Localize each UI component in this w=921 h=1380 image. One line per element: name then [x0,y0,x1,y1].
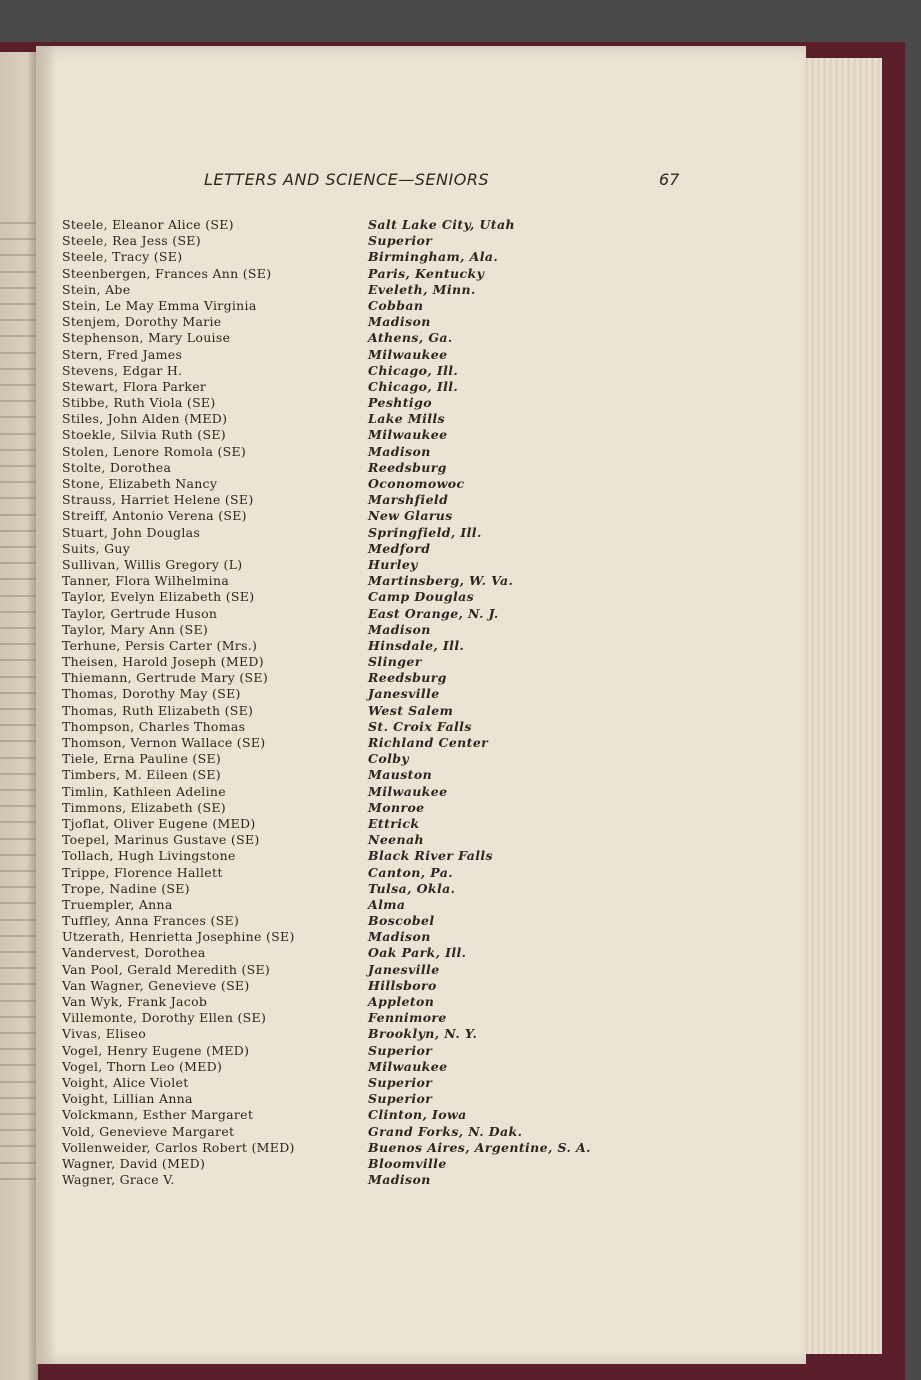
show-through-line [0,643,38,645]
student-name: Stibbe, Ruth Viola (SE) [62,395,216,411]
show-through-line [0,303,38,305]
show-through-line [0,238,38,240]
student-name: Stenjem, Dorothy Marie [62,314,222,330]
hometown: Camp Douglas [368,589,475,605]
hometown: Superior [368,1042,433,1058]
student-name: Stein, Abe [62,281,131,297]
student-name: Timlin, Kathleen Adeline [62,783,226,799]
show-through-line [0,1064,38,1066]
show-through-line [0,627,38,629]
show-through-line [0,1016,38,1018]
show-through-line [0,886,38,888]
show-through-line [0,1113,38,1115]
hometown: Monroe [368,799,425,815]
list-item [62,508,622,524]
student-name: Villemonte, Dorothy Ellen (SE) [62,1010,267,1026]
show-through-line [0,692,38,694]
show-through-line [0,287,38,289]
list-item [62,945,622,961]
student-name: Tjoflat, Oliver Eugene (MED) [62,815,256,831]
entry-list [62,217,622,1188]
list-item [62,670,622,686]
hometown: St. Croix Falls [368,718,472,734]
student-name: Van Wyk, Frank Jacob [62,994,208,1009]
list-item [62,249,622,265]
list-item [62,800,622,816]
student-name: Truempler, Anna [62,896,173,912]
show-through-line [0,271,38,273]
student-name: Stoekle, Silvia Ruth (SE) [62,427,226,443]
list-item [62,1059,622,1075]
list-item [62,913,622,929]
hometown: Cobban [368,297,424,313]
hometown: Hinsdale, Ill. [368,637,465,653]
show-through-line [0,611,38,613]
hometown: Madison [368,621,431,637]
hometown: Neenah [368,832,425,848]
hometown: Bloomville [368,1155,447,1171]
list-item [62,233,622,249]
hometown: Madison [368,1172,431,1188]
show-through-line [0,708,38,710]
student-name: Thomas, Ruth Elizabeth (SE) [62,702,254,718]
show-through-line [0,1162,38,1164]
hometown: Superior [368,233,433,249]
hometown: Grand Forks, N. Dak. [368,1123,523,1139]
hometown: Alma [368,896,406,912]
show-through-line [0,400,38,402]
student-name: Tollach, Hugh Livingstone [62,848,236,864]
show-through-line [0,481,38,483]
hometown: Janesville [368,961,440,977]
list-item [62,395,622,411]
list-item [62,1107,622,1123]
list-item [62,978,622,994]
hometown: Superior [368,1091,433,1107]
list-item [62,751,622,767]
student-name: Terhune, Persis Carter (Mrs.) [62,637,258,653]
list-item [62,929,622,945]
student-name: Vollenweider, Carlos Robert (MED) [62,1139,295,1155]
hometown: Mauston [368,767,433,783]
list-item [62,832,622,848]
hometown: East Orange, N. J. [368,605,499,621]
student-name: Timbers, M. Eileen (SE) [62,767,221,783]
show-through-line [0,497,38,499]
show-through-line [0,919,38,921]
show-through-line [0,1000,38,1002]
show-through-line [0,821,38,823]
show-through-line [0,870,38,872]
show-through-line [0,1145,38,1147]
hometown: Slinger [368,654,422,670]
hometown: Tulsa, Okla. [368,880,456,896]
hometown: Colby [368,751,410,767]
hometown: Black River Falls [368,848,493,864]
list-item [62,897,622,913]
student-name: Steele, Tracy (SE) [62,249,183,265]
student-name: Voight, Lillian Anna [62,1091,193,1107]
student-name: Volckmann, Esther Margaret [62,1107,254,1123]
hometown: Clinton, Iowa [368,1107,467,1123]
show-through-line [0,416,38,418]
list-item [62,638,622,654]
hometown: Springfield, Ill. [368,524,482,540]
list-item [62,427,622,443]
show-through-line [0,676,38,678]
hometown: Hurley [368,556,418,572]
list-item [62,347,622,363]
student-name: Tiele, Erna Pauline (SE) [62,751,222,767]
list-item [62,298,622,314]
student-name: Stolen, Lenore Romola (SE) [62,443,247,459]
hometown: Milwaukee [368,783,448,799]
student-name: Streiff, Antonio Verena (SE) [62,508,247,524]
hometown: Martinsberg, W. Va. [368,573,514,589]
list-item [62,525,622,541]
student-name: Suits, Guy [62,540,131,556]
list-item [62,266,622,282]
show-through-line [0,854,38,856]
list-item [62,962,622,978]
student-name: Strauss, Harriet Helene (SE) [62,492,254,508]
student-name: Stevens, Edgar H. [62,362,183,378]
student-name: Sullivan, Willis Gregory (L) [62,556,243,572]
student-name: Stiles, John Alden (MED) [62,411,228,427]
student-name: Stolte, Dorothea [62,459,172,475]
list-item [62,557,622,573]
show-through-line [0,1081,38,1083]
student-name: Vold, Genevieve Margaret [62,1123,235,1139]
facing-page-edge [0,52,38,1380]
hometown: Richland Center [368,735,489,750]
list-item [62,735,622,751]
list-item [62,541,622,557]
list-item [62,622,622,638]
show-through-line [0,757,38,759]
show-through-line [0,967,38,969]
hometown: Milwaukee [368,1058,448,1074]
student-name: Taylor, Mary Ann (SE) [62,621,209,637]
hometown: Milwaukee [368,427,448,443]
hometown: Peshtigo [368,395,432,411]
hometown: Madison [368,314,431,330]
student-name: Theisen, Harold Joseph (MED) [62,654,264,670]
show-through-line [0,562,38,564]
hometown: Chicago, Ill. [368,378,459,394]
list-item [62,444,622,460]
student-name: Steenbergen, Frances Ann (SE) [62,265,272,281]
list-item [62,314,622,330]
student-name: Tanner, Flora Wilhelmina [62,573,230,589]
show-through-line [0,335,38,337]
list-item [62,589,622,605]
hometown: Brooklyn, N. Y. [368,1026,478,1042]
hometown: Ettrick [368,815,420,831]
hometown: Reedsburg [368,459,447,475]
hometown: Janesville [368,686,440,702]
list-item [62,994,622,1010]
show-through-line [0,352,38,354]
show-through-line [0,1129,38,1131]
student-name: Vandervest, Dorothea [62,945,206,961]
list-item [62,1172,622,1188]
student-name: Stuart, John Douglas [62,524,201,540]
student-name: Stone, Elizabeth Nancy [62,476,218,491]
hometown: Fennimore [368,1010,447,1026]
show-through-line [0,319,38,321]
list-item [62,784,622,800]
list-item [62,606,622,622]
show-through-line [0,433,38,435]
list-item [62,1156,622,1172]
list-item [62,1026,622,1042]
student-name: Taylor, Evelyn Elizabeth (SE) [62,589,255,605]
show-through-line [0,1032,38,1034]
show-through-line [0,449,38,451]
page-number: 67 [659,170,680,189]
student-name: Thompson, Charles Thomas [62,718,246,734]
running-head: LETTERS AND SCIENCE—SENIORS [204,170,490,189]
show-through-line [0,740,38,742]
list-item [62,1140,622,1156]
student-name: Wagner, David (MED) [62,1155,206,1171]
student-name: Wagner, Grace V. [62,1172,175,1188]
list-item [62,719,622,735]
list-item [62,1075,622,1091]
student-name: Trippe, Florence Hallett [62,864,223,880]
show-through-line [0,724,38,726]
student-name: Stern, Fred James [62,346,183,362]
hometown: Canton, Pa. [368,864,453,880]
hometown: Madison [368,929,431,945]
show-through-line [0,789,38,791]
student-name: Stein, Le May Emma Virginia [62,297,257,313]
show-through-line [0,902,38,904]
show-through-line [0,368,38,370]
student-name: Trope, Nadine (SE) [62,880,190,896]
list-item [62,282,622,298]
list-item [62,217,622,233]
hometown: Birmingham, Ala. [368,249,499,265]
list-item [62,1010,622,1026]
list-item [62,379,622,395]
student-name: Van Wagner, Genevieve (SE) [62,977,250,993]
show-through-line [0,951,38,953]
list-item [62,654,622,670]
show-through-line [0,384,38,386]
hometown: New Glarus [368,508,453,524]
student-name: Timmons, Elizabeth (SE) [62,799,226,815]
hometown: Buenos Aires, Argentine, S. A. [368,1139,591,1155]
show-through-line [0,546,38,548]
hometown: Milwaukee [368,346,448,362]
page-gutter [36,46,56,1364]
hometown: Oconomowoc [368,476,465,491]
list-item [62,865,622,881]
hometown: Eveleth, Minn. [368,281,476,297]
student-name: Vogel, Henry Eugene (MED) [62,1042,250,1058]
student-name: Steele, Rea Jess (SE) [62,233,201,249]
show-through-line [0,578,38,580]
student-name: Voight, Alice Violet [62,1074,189,1090]
show-through-line [0,465,38,467]
student-name: Toepel, Marinus Gustave (SE) [62,832,260,848]
show-through-line [0,530,38,532]
hometown: Lake Mills [368,411,445,427]
student-name: Tuffley, Anna Frances (SE) [62,913,240,929]
student-name: Thomson, Vernon Wallace (SE) [62,735,266,750]
list-item [62,1043,622,1059]
list-item [62,848,622,864]
list-item [62,573,622,589]
show-through-line [0,254,38,256]
list-item [62,330,622,346]
list-item [62,703,622,719]
list-item [62,767,622,783]
student-name: Utzerath, Henrietta Josephine (SE) [62,929,295,945]
list-item [62,411,622,427]
list-item [62,1124,622,1140]
student-name: Stephenson, Mary Louise [62,330,231,346]
student-name: Taylor, Gertrude Huson [62,605,218,621]
hometown: Madison [368,443,431,459]
show-through-line [0,222,38,224]
student-name: Thiemann, Gertrude Mary (SE) [62,670,269,686]
list-item [62,363,622,379]
show-through-line [0,983,38,985]
student-name: Thomas, Dorothy May (SE) [62,686,241,702]
list-item [62,816,622,832]
hometown: Appleton [368,994,435,1009]
list-item [62,460,622,476]
student-name: Vogel, Thorn Leo (MED) [62,1058,223,1074]
hometown: West Salem [368,702,454,718]
hometown: Chicago, Ill. [368,362,459,378]
student-name: Vivas, Eliseo [62,1026,147,1042]
show-through-line [0,1048,38,1050]
list-item [62,476,622,492]
show-through-line [0,935,38,937]
hometown: Reedsburg [368,670,447,686]
show-through-line [0,1097,38,1099]
list-item [62,686,622,702]
hometown: Boscobel [368,913,435,929]
hometown: Marshfield [368,492,449,508]
student-name: Stewart, Flora Parker [62,378,207,394]
list-item [62,881,622,897]
show-through-line [0,659,38,661]
student-name: Van Pool, Gerald Meredith (SE) [62,961,271,977]
show-through-line [0,805,38,807]
show-through-line [0,1178,38,1180]
show-through-line [0,773,38,775]
student-name: Steele, Eleanor Alice (SE) [62,217,234,232]
hometown: Salt Lake City, Utah [368,217,515,232]
hometown: Hillsboro [368,977,437,993]
hometown: Athens, Ga. [368,330,453,346]
hometown: Oak Park, Ill. [368,945,467,961]
list-item [62,1091,622,1107]
show-through-line [0,595,38,597]
list-item [62,492,622,508]
hometown: Superior [368,1074,433,1090]
show-through-line [0,514,38,516]
show-through-line [0,838,38,840]
hometown: Paris, Kentucky [368,265,485,281]
hometown: Medford [368,540,431,556]
